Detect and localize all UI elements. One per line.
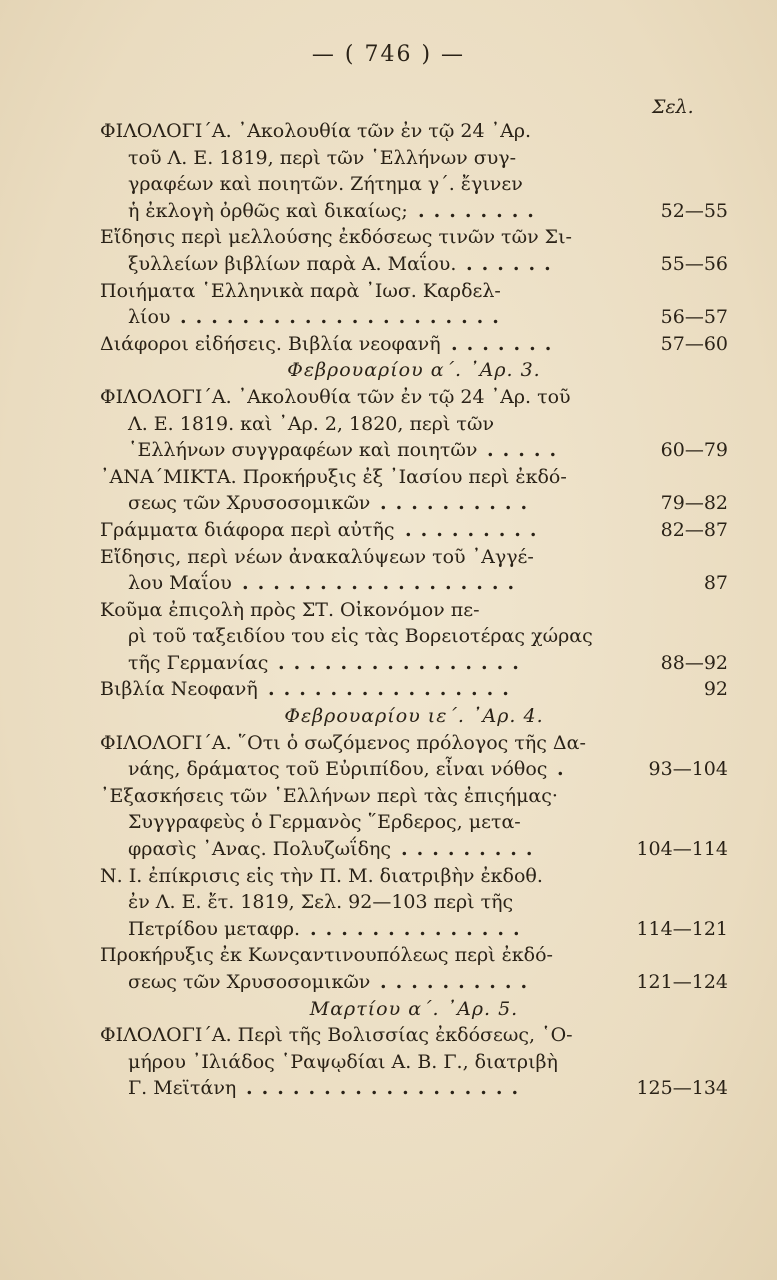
toc-text: Διάφοροι εἰδήσεις. Βιβλία νεοφανῆ [100, 332, 441, 355]
toc-line [100, 278, 728, 305]
leader-dots: ................ [268, 678, 518, 701]
toc-text: Ποιήματα ῾Ελληνικὰ παρὰ ᾿Ιωσ. Καρδελ- [100, 279, 501, 302]
toc-line [100, 650, 728, 677]
toc-text: ῾Ελλήνων συγγραφέων καὶ ποιητῶν [128, 439, 478, 462]
leader-dots: ........ [418, 199, 543, 222]
toc-text: λου Μαΐου [128, 572, 232, 595]
page-column-label: Σελ. [652, 96, 694, 118]
section-heading [100, 703, 728, 730]
toc-line [100, 171, 728, 198]
page-header: — ( 746 ) — [311, 42, 466, 67]
page-range: 88—92 [660, 651, 728, 674]
toc-text: ΦΙΛΟΛΟΓΙ΄Α. ῞Οτι ὁ σωζόμενος πρόλογος τῆς Δα- [100, 731, 586, 754]
toc-line [100, 411, 728, 438]
toc-text: λίου [128, 306, 171, 329]
page-range: 52—55 [660, 199, 728, 222]
leader-dots: ....... [451, 332, 561, 355]
leader-dots: .............. [310, 917, 529, 940]
toc-text: ρὶ τοῦ ταξειδίου του εἰς τὰς Βορειοτέρας χώρας [128, 625, 593, 648]
page-range: 79—82 [660, 492, 728, 515]
toc-text: Φεβρουαρίου α΄. ᾿Αρ. 3. [287, 359, 541, 382]
section-heading [100, 357, 728, 384]
leader-dots: ......... [405, 518, 546, 541]
toc-text: ΦΙΛΟΛΟΓΙ΄Α. ᾿Ακολουθία τῶν ἐν τῷ 24 ᾿Αρ. [100, 120, 532, 142]
page-range: 60—79 [660, 439, 728, 462]
leader-dots: ................ [278, 651, 528, 674]
page-range: 114—121 [636, 917, 728, 940]
toc-line [100, 623, 728, 650]
leader-dots: ......... [401, 838, 542, 861]
toc-line [100, 198, 728, 225]
page-range: 92 [703, 678, 728, 701]
toc-text: ᾿ΑΝΑ΄ΜΙΚΤΑ. Προκήρυξις ἐξ ᾿Ιασίου περὶ ἐκδό- [100, 465, 567, 488]
toc-text: μήρου ᾿Ιλιάδος ῾Ραψῳδίαι Α. Β. Γ., διατριβὴ [128, 1050, 558, 1073]
toc-text: ἡ ἐκλογὴ ὀρθῶς καὶ δικαίως; [128, 199, 408, 222]
toc-text: ΦΙΛΟΛΟΓΙ΄Α. ᾿Ακολουθία τῶν ἐν τῷ 24 ᾿Αρ. τοῦ [100, 385, 571, 408]
toc-line [100, 889, 728, 916]
toc-line [100, 251, 728, 278]
toc-text: Εἴδησις περὶ μελλούσης ἐκδόσεως τινῶν τῶν Σι- [100, 226, 572, 249]
toc-line [100, 145, 728, 172]
toc-line [100, 783, 728, 810]
toc-text: Συγγραφεὺς ὁ Γερμανὸς ῞Ερδερος, μετα- [128, 811, 521, 834]
page-range: 56—57 [660, 306, 728, 329]
leader-dots: . [557, 758, 573, 781]
toc-text: γραφέων καὶ ποιητῶν. Ζήτημα γ΄. ἔγινεν [128, 173, 523, 196]
leader-dots: .......... [380, 492, 537, 515]
toc-text: Βιβλία Νεοφανῆ [100, 678, 258, 701]
toc-line [100, 517, 728, 544]
leader-dots: .................. [246, 1077, 528, 1100]
toc-text: Πετρίδου μεταφρ. [128, 917, 301, 940]
toc-line [100, 490, 728, 517]
toc-line [100, 437, 728, 464]
leader-dots: ..... [487, 439, 566, 462]
toc-line [100, 756, 728, 783]
toc-line [100, 384, 728, 411]
leader-dots: ...... [466, 252, 560, 275]
toc-text: ἐν Λ. Ε. ἔτ. 1819, Σελ. 92—103 περὶ τῆς [128, 891, 514, 914]
toc-text: ξυλλείων βιβλίων παρὰ Α. Μαΐου. [128, 252, 457, 275]
toc-line [100, 331, 728, 358]
toc-line [100, 863, 728, 890]
section-heading [100, 996, 728, 1023]
page-range: 82—87 [660, 518, 728, 541]
toc-line [100, 570, 728, 597]
toc-text: νάης, δράματος τοῦ Εὐριπίδου, εἶναι νόθος [128, 758, 548, 781]
toc-line [100, 597, 728, 624]
toc-line [100, 544, 728, 571]
page-range: 57—60 [660, 332, 728, 355]
toc-text: Λ. Ε. 1819. καὶ ᾿Αρ. 2, 1820, περὶ τῶν [128, 412, 494, 435]
toc-line [100, 942, 728, 969]
toc-text: ᾿Εξασκήσεις τῶν ῾Ελλήνων περὶ τὰς ἐπιςήμας· [100, 784, 558, 807]
toc-text: ΦΙΛΟΛΟΓΙ΄Α. Περὶ τῆς Βολισσίας ἐκδόσεως, ῾Ο- [100, 1024, 573, 1047]
toc-line [100, 1049, 728, 1076]
toc-line [100, 969, 728, 996]
toc-line [100, 1075, 728, 1102]
toc-line [100, 118, 728, 145]
leader-dots: .......... [380, 971, 537, 993]
toc-line [100, 916, 728, 943]
page-range: 104—114 [636, 838, 728, 861]
page-range: 87 [703, 572, 728, 595]
toc-text: σεως τῶν Χρυσοσομικῶν [128, 492, 371, 515]
toc-text: Εἴδησις, περὶ νέων ἀνακαλύψεων τοῦ ᾿Αγγέ- [100, 545, 534, 568]
toc-text: σεως τῶν Χρυσοσομικῶν [128, 971, 371, 993]
toc-line [100, 676, 728, 703]
toc-line [100, 730, 728, 757]
toc-text: Κοῦμα ἐπιςολὴ πρὸς ΣΤ. Οἰκονόμον πε- [100, 598, 480, 621]
leader-dots: ..................... [180, 306, 508, 329]
toc-line [100, 836, 728, 863]
toc-text: Ν. Ι. ἐπίκρισις εἰς τὴν Π. Μ. διατριβὴν ἐκδοθ. [100, 864, 543, 887]
toc-text: Προκήρυξις ἐκ Κωνςαντινουπόλεως περὶ ἐκδό- [100, 944, 553, 967]
page-range: 121—124 [636, 971, 728, 993]
toc-text: Γ. Μεϊτάνη [128, 1077, 237, 1100]
toc-line [100, 1022, 728, 1049]
toc-line [100, 224, 728, 251]
toc-text: Φεβρουαρίου ιε΄. ᾿Αρ. 4. [284, 705, 544, 728]
page-range: 93—104 [648, 758, 728, 781]
page-range: 125—134 [636, 1077, 728, 1100]
toc-text: Γράμματα διάφορα περὶ αὐτῆς [100, 518, 395, 541]
toc-text: Μαρτίου α΄. ᾿Αρ. 5. [309, 997, 519, 1020]
toc-line [100, 809, 728, 836]
toc-line [100, 464, 728, 491]
toc-line [100, 304, 728, 331]
page-range: 55—56 [660, 252, 728, 275]
table-of-contents [100, 118, 728, 1102]
toc-text: τοῦ Λ. Ε. 1819, περὶ τῶν ῾Ελλήνων συγ- [128, 146, 517, 169]
toc-text: φρασὶς ᾿Ανας. Πολυζωΐδης [128, 838, 392, 861]
toc-text: τῆς Γερμανίας [128, 651, 269, 674]
leader-dots: .................. [242, 572, 524, 595]
